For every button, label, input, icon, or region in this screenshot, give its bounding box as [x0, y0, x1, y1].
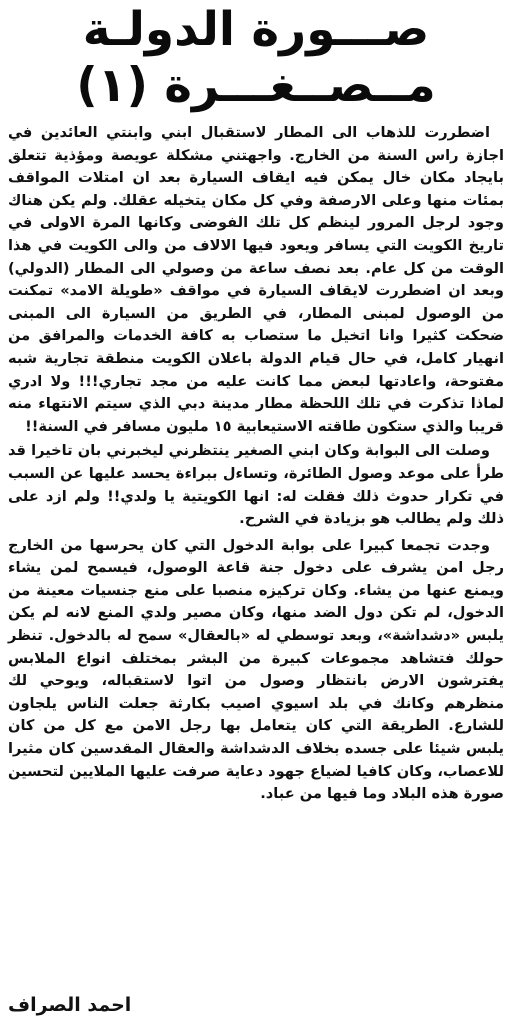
author-byline: احمد الصراف	[8, 994, 132, 1016]
article-body	[8, 122, 504, 806]
article-paragraph: وجدت تجمعا كبيرا على بوابة الدخول التي كان يحرسها من الخارج رجل امن يشرف على دخول جنة قاعة الوصول، فيسمح لمن يشاء ويمنع عنها من يشاء. وكان تركيزه منصبا على منع جنسيات معينة من الدخول، لم تكن دول الضد منها، وكان مصير ولدي المنع لانه لم يكن يلبس «دشداشة»، وبعد توسطي له «بالعقال» سمح له بالدخول. تنظر حولك فتشاهد مجموعات كبيرة من البشر بمختلف انواع الملابس يفترشون الارض بانتظار وصول من اتوا لاستقباله، ويوحي لك منظرهم وكانك في بلد اسيوي اصيب بكارثة جعلت الناس يلجاون للشارع. الطريقة التي كان يتعامل بها رجل الامن مع كل من كان يلبس شيئا على جسده بخلاف الدشداشة والعقال المقدسين كان مثيرا للاعصاب، وكان كافيا لضياع جهود دعاية صرفت عليها الملايين لتحسين صورة هذه البلاد وما فيها من عباد.	[8, 536, 504, 803]
article-paragraph: وصلت الى البوابة وكان ابني الصغير ينتظرني ليخبرني بان تاخيرا قد طرأ على موعد وصول الطائرة، وتساءل ببراءة يحسد عليها عن السبب في تكرار حدوث ذلك فقلت له: انها الكويتية يا ولدي!! ولم ازد على ذلك ولم يطالب هو بزيادة في الشرح.	[8, 442, 504, 528]
headline-line-2: مــصــغـــرة (١)	[76, 58, 436, 113]
article-paragraph: اضطررت للذهاب الى المطار لاستقبال ابني وابنتي العائدين في اجازة راس السنة من الخارج. واجهتني مشكلة عويصة ومؤذية تتعلق بايجاد مكان خال يمكن فيه ايقاف السيارة بعد ان امتلات المواقف بمئات منها وعلى الارصفة وفي كل مكان يتخيله عقلك. ولم يكن هناك وجود لرجل المرور لينظم كل تلك الفوضى وكانها المرة الاولى في تاريخ الكويت التي يسافر ويعود فيها الالاف من والى الكويت في هذا الوقت من كل عام. بعد نصف ساعة من وصولي الى المطار (الدولي) وبعد ان اضطررت لايقاف السيارة في مواقف «طويلة الامد» تمكنت من الوصول لمبنى المطار، في الطريق من السيارة الى المبنى ضحكت كثيرا وانا اتخيل ما ستصاب به كافة الخدمات والمرافق من انهيار كامل، في حال قيام الدولة باعلان الكويت منطقة تجارية شبه مفتوحة، واعادتها لبعض مما كانت عليه من مجد تجاري!!! ولا ادري لماذا تذكرت في تلك اللحظة مطار مدينة دبي الذي سيتم الانتهاء منه قريبا والذي ستكون طاقته الاستيعابية ١٥ مليون مسافر في السنة!!	[8, 124, 504, 435]
headline-line-1: صـــورة الدولـة	[82, 2, 430, 57]
